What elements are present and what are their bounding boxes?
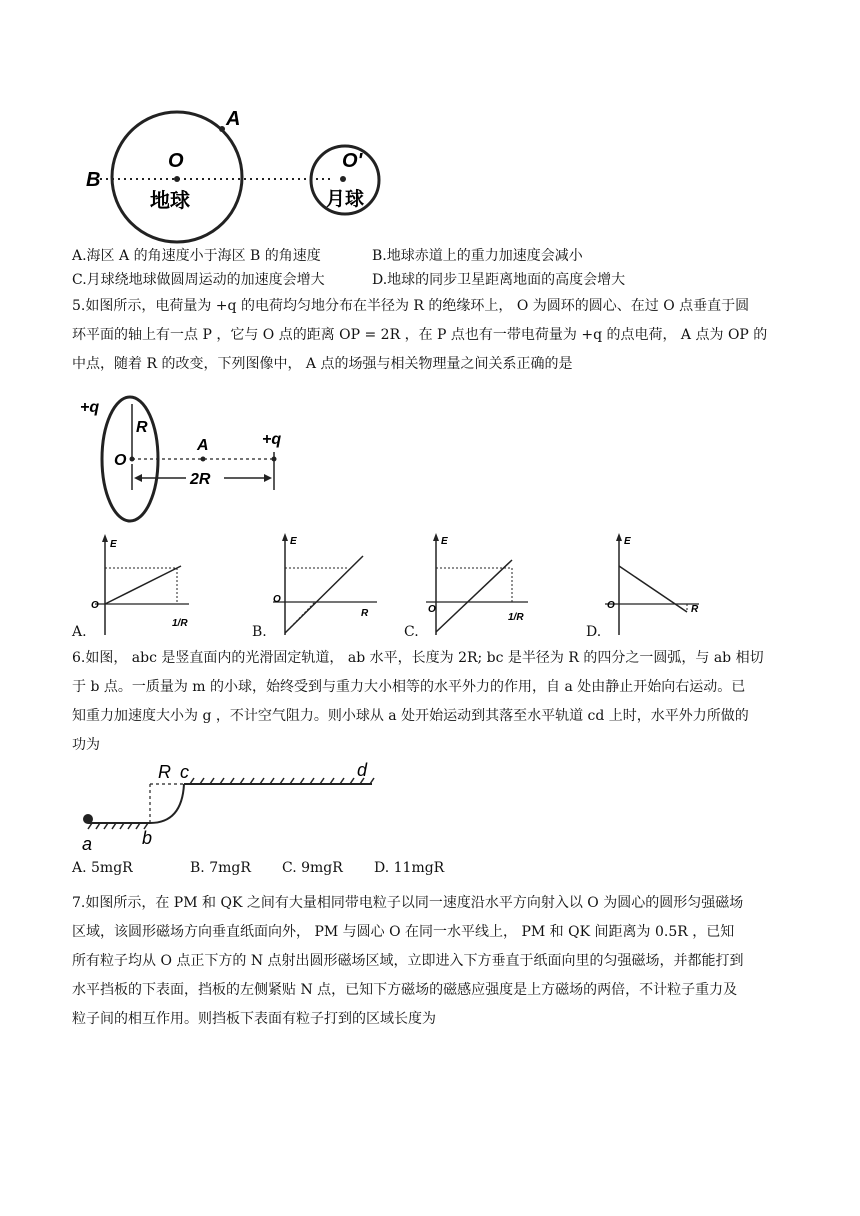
q6-option-d: D. 11mgR xyxy=(374,860,445,876)
label-d: d xyxy=(357,760,368,780)
point-O2 xyxy=(340,176,346,182)
svg-text:R: R xyxy=(691,604,699,615)
label-b: b xyxy=(142,828,153,848)
ring-charge-figure xyxy=(78,392,298,527)
label-R: R xyxy=(136,419,148,436)
label-O2: O' xyxy=(342,150,363,172)
q5-line-2: 环平面的轴上有一点 P ，它与 O 点的距离 OP = 2R ，在 P 点也有一带电荷量为 +q 的点电荷， A 点为 OP 的 xyxy=(72,327,768,343)
graph-label-d: D. xyxy=(586,624,602,640)
q6-line-1: 6.如图， abc 是竖直面内的光滑固定轨道， ab 水平，长度为 2R; bc 是半径为 R 的四分之一圆弧，与 ab 相切 xyxy=(72,650,764,666)
svg-text:E: E xyxy=(441,536,448,547)
q5-line-3: 中点，随着 R 的改变，下列图像中， A 点的场强与相关物理量之间关系正确的是 xyxy=(72,356,573,372)
svg-text:O: O xyxy=(607,600,615,611)
label-q-left: +q xyxy=(80,399,100,416)
svg-text:E: E xyxy=(290,536,297,547)
label-earth: 地球 xyxy=(150,190,190,212)
graph-a xyxy=(85,530,195,638)
q4-option-d: D.地球的同步卫星距离地面的高度会增大 xyxy=(372,272,626,288)
label-moon: 月球 xyxy=(326,189,365,210)
svg-text:1/R: 1/R xyxy=(508,612,524,623)
q7-line-1: 7.如图所示，在 PM 和 QK 之间有大量相同带电粒子以同一速度沿水平方向射入以 O 为圆心的圆形匀强磁场 xyxy=(72,895,744,911)
q7-line-2: 区域，该圆形磁场方向垂直纸面向外， PM 与圆心 O 在同一水平线上， PM 和 QK 间距离为 0.5R ，已知 xyxy=(72,924,735,940)
graph-b xyxy=(265,530,380,638)
q6-option-b: B. 7mgR xyxy=(190,860,251,876)
label-B: B xyxy=(86,169,101,191)
arrow-head-right xyxy=(264,474,272,482)
svg-text:R: R xyxy=(361,608,369,619)
point-O xyxy=(174,176,180,182)
label-A: A xyxy=(197,437,209,454)
point-O xyxy=(130,457,135,462)
svg-text:O: O xyxy=(428,604,436,615)
svg-text:E: E xyxy=(110,539,117,550)
graph-d-line xyxy=(619,566,687,612)
graph-c xyxy=(420,530,530,638)
q6-option-c: C. 9mgR xyxy=(282,860,343,876)
label-c: c xyxy=(180,762,189,782)
svg-text:E: E xyxy=(624,536,631,547)
graph-c-line xyxy=(436,560,512,632)
label-O: O xyxy=(114,452,127,469)
label-q-right: +q xyxy=(262,431,282,448)
q7-line-4: 水平挡板的下表面，挡板的左侧紧贴 N 点，已知下方磁场的磁感应强度是上方磁场的两倍，不计粒子重力及 xyxy=(72,982,738,998)
q6-line-2: 于 b 点。一质量为 m 的小球，始终受到与重力大小相等的水平外力的作用，自 a 处由静止开始向右运动。已 xyxy=(72,679,746,695)
graph-d xyxy=(595,530,705,638)
point-A xyxy=(219,126,225,132)
graph-label-c: C. xyxy=(404,624,419,640)
label-A: A xyxy=(226,108,241,130)
graph-a-line xyxy=(105,566,181,604)
ball xyxy=(83,814,93,824)
quarter-arc xyxy=(150,784,184,823)
graph-label-a: A. xyxy=(72,624,87,640)
q7-line-3: 所有粒子均从 O 点正下方的 N 点射出圆形磁场区域，立即进入下方垂直于纸面向里的匀强磁场，并都能打到 xyxy=(72,953,744,969)
svg-text:O: O xyxy=(273,594,281,605)
label-2R: 2R xyxy=(190,471,211,488)
q4-option-c: C.月球绕地球做圆周运动的加速度会增大 xyxy=(72,272,325,288)
svg-text:1/R: 1/R xyxy=(172,618,188,629)
earth-moon-figure xyxy=(80,95,390,245)
point-A xyxy=(201,457,206,462)
q4-option-a: A.海区 A 的角速度小于海区 B 的角速度 xyxy=(72,248,321,264)
q4-option-b: B.地球赤道上的重力加速度会减小 xyxy=(372,248,583,264)
arrow-head-left xyxy=(134,474,142,482)
label-R: R xyxy=(158,762,171,782)
q6-line-3: 知重力加速度大小为 g ，不计空气阻力。则小球从 a 处开始运动到其落至水平轨道 cd 上时，水平外力所做的 xyxy=(72,708,749,724)
q5-line-1: 5.如图所示，电荷量为 +q 的电荷均匀地分布在半径为 R 的绝缘环上， O 为圆环的圆心、在过 O 点垂直于圆 xyxy=(72,298,750,314)
q6-line-4: 功为 xyxy=(72,737,100,753)
label-O: O xyxy=(168,150,184,172)
track-figure xyxy=(74,760,384,860)
q7-line-5: 粒子间的相互作用。则挡板下表面有粒子打到的区域长度为 xyxy=(72,1011,436,1027)
svg-text:O: O xyxy=(91,600,99,611)
label-a: a xyxy=(82,834,93,854)
graph-label-b: B. xyxy=(252,624,267,640)
q6-option-a: A. 5mgR xyxy=(72,860,133,876)
